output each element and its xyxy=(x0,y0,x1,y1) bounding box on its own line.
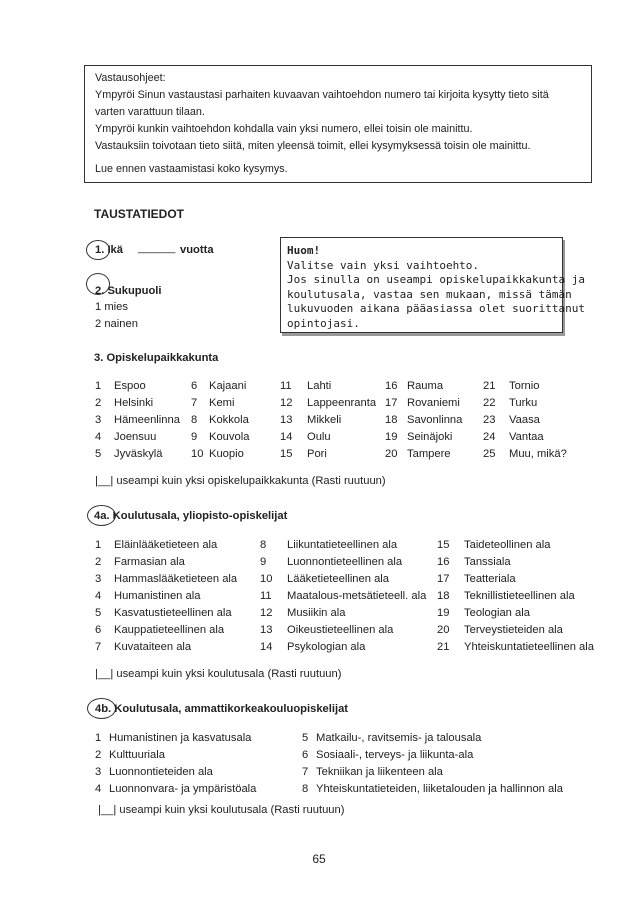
q4a-multi-note[interactable]: |__| useampi kuin yksi koulutusala (Rasti ruutuun) xyxy=(95,668,342,680)
option-number[interactable]: 2 xyxy=(95,555,102,568)
option-label: Yhteiskuntatieteiden, liiketalouden ja hallinnon ala xyxy=(316,782,563,795)
option-label: Turku xyxy=(509,396,538,409)
option-number[interactable]: 12 xyxy=(260,606,273,619)
option-number[interactable]: 16 xyxy=(437,555,450,568)
option-number[interactable]: 6 xyxy=(302,748,309,761)
option-number[interactable]: 1 xyxy=(95,538,102,551)
option-label: Espoo xyxy=(114,379,146,392)
option-number[interactable]: 9 xyxy=(260,555,267,568)
q1-answer-blank[interactable]: ______ xyxy=(138,242,176,254)
option-number[interactable]: 5 xyxy=(95,606,102,619)
option-label: Savonlinna xyxy=(407,413,463,426)
option-number[interactable]: 20 xyxy=(437,623,450,636)
section-title: TAUSTATIEDOT xyxy=(94,207,184,221)
option-row xyxy=(95,428,579,445)
option-number[interactable]: 1 xyxy=(95,379,102,392)
option-label: Mikkeli xyxy=(307,413,342,426)
option-row xyxy=(95,638,604,655)
q2-option[interactable]: 1 mies xyxy=(95,301,128,313)
option-number[interactable]: 7 xyxy=(302,765,309,778)
note-box xyxy=(280,237,586,333)
option-number[interactable]: 1 xyxy=(95,731,102,744)
q4a-options-table xyxy=(95,536,604,655)
option-row xyxy=(95,411,579,428)
note-line: Jos sinulla on useampi opiskelupaikkakunta ja xyxy=(287,273,586,287)
option-label: Matkailu-, ravitsemis- ja talousala xyxy=(316,731,482,744)
q4b-title: 4b. Koulutusala, ammattikorkeakouluopiskelijat xyxy=(95,703,349,715)
option-row xyxy=(95,763,596,780)
option-number[interactable]: 8 xyxy=(302,782,309,795)
option-label: Lääketieteellinen ala xyxy=(287,572,390,585)
instructions-line: Vastausohjeet: xyxy=(95,72,166,84)
q1-label: 1. Ikä xyxy=(95,244,123,256)
option-label: Tekniikan ja liikenteen ala xyxy=(316,765,443,778)
note-line: opintojasi. xyxy=(287,316,360,330)
option-number[interactable]: 10 xyxy=(260,572,273,585)
option-label: Teologian ala xyxy=(464,606,530,619)
option-label: Vaasa xyxy=(509,413,540,426)
page-number: 65 xyxy=(312,852,326,866)
option-number[interactable]: 11 xyxy=(260,589,272,602)
option-label: Kulttuuriala xyxy=(109,748,165,761)
option-number[interactable]: 18 xyxy=(437,589,450,602)
option-label: Kajaani xyxy=(209,379,247,392)
instructions-box xyxy=(84,65,592,183)
instructions-line: varten varattuun tilaan. xyxy=(95,106,205,118)
option-label: Kauppatieteellinen ala xyxy=(114,623,225,636)
note-line: koulutusala, vastaa sen mukaan, missä tämän xyxy=(287,287,572,301)
option-number[interactable]: 18 xyxy=(385,413,398,426)
option-row xyxy=(95,746,596,763)
option-label: Psykologian ala xyxy=(287,640,366,653)
option-number[interactable]: 8 xyxy=(191,413,198,426)
option-number[interactable]: 5 xyxy=(95,447,102,460)
option-number[interactable]: 14 xyxy=(280,430,293,443)
q4b-options-table xyxy=(95,729,596,797)
instructions-line: Ympyröi kunkin vaihtoehdon kohdalla vain yksi numero, ellei toisin ole mainittu. xyxy=(95,123,473,135)
option-row xyxy=(95,604,604,621)
option-row xyxy=(95,570,604,587)
option-label: Farmasian ala xyxy=(114,555,185,568)
note-line: lukuvuoden aikana pääasiassa olet suorittanut xyxy=(287,302,586,316)
option-label: Jyväskylä xyxy=(114,447,163,460)
instructions-line: Vastauksiin toivotaan tieto siitä, miten yleensä toimit, ellei kysymyksessä toisin ole mainittu. xyxy=(95,140,531,152)
option-number[interactable]: 2 xyxy=(95,396,102,409)
option-number[interactable]: 4 xyxy=(95,430,102,443)
option-label: Kuopio xyxy=(209,447,244,460)
option-number[interactable]: 9 xyxy=(191,430,198,443)
option-label: Tampere xyxy=(407,447,451,460)
option-label: Kokkola xyxy=(209,413,249,426)
option-label: Eläinlääketieteen ala xyxy=(114,538,218,551)
option-label: Teatteriala xyxy=(464,572,516,585)
option-row xyxy=(95,377,579,394)
option-label: Terveystieteiden ala xyxy=(464,623,563,636)
option-number[interactable]: 3 xyxy=(95,765,102,778)
option-number[interactable]: 2 xyxy=(95,748,102,761)
option-number[interactable]: 17 xyxy=(385,396,398,409)
option-label: Hämeenlinna xyxy=(114,413,180,426)
option-number[interactable]: 15 xyxy=(280,447,293,460)
option-number[interactable]: 21 xyxy=(483,379,496,392)
option-row xyxy=(95,445,579,462)
option-label: Rauma xyxy=(407,379,444,392)
instructions-line: Lue ennen vastaamistasi koko kysymys. xyxy=(95,163,288,175)
option-number[interactable]: 25 xyxy=(483,447,496,460)
option-number[interactable]: 20 xyxy=(385,447,398,460)
option-label: Seinäjoki xyxy=(407,430,453,443)
option-row xyxy=(95,729,596,746)
option-label: Lappeenranta xyxy=(307,396,377,409)
option-number[interactable]: 12 xyxy=(280,396,293,409)
option-label: Musiikin ala xyxy=(287,606,346,619)
option-number[interactable]: 24 xyxy=(483,430,496,443)
option-label: Yhteiskuntatieteellinen ala xyxy=(464,640,594,653)
option-label: Tanssiala xyxy=(464,555,511,568)
option-number[interactable]: 4 xyxy=(95,782,102,795)
option-number[interactable]: 3 xyxy=(95,413,102,426)
option-number[interactable]: 7 xyxy=(191,396,198,409)
option-label: Vantaa xyxy=(509,430,544,443)
option-number[interactable]: 17 xyxy=(437,572,450,585)
option-number[interactable]: 16 xyxy=(385,379,398,392)
option-label: Luonnontieteellinen ala xyxy=(287,555,403,568)
option-label: Tornio xyxy=(509,379,540,392)
option-number[interactable]: 10 xyxy=(191,447,204,460)
option-label: Taideteollinen ala xyxy=(464,538,551,551)
option-number[interactable]: 14 xyxy=(260,640,273,653)
option-number[interactable]: 8 xyxy=(260,538,267,551)
q3-options-table xyxy=(95,377,579,462)
option-label: Humanistinen ala xyxy=(114,589,201,602)
option-number[interactable]: 23 xyxy=(483,413,496,426)
option-label: Kasvatustieteellinen ala xyxy=(114,606,232,619)
option-label: Lahti xyxy=(307,379,332,392)
option-label: Maatalous-metsätieteell. ala xyxy=(287,589,427,602)
option-row xyxy=(95,536,604,553)
q4b-multi-note[interactable]: |__| useampi kuin yksi koulutusala (Rasti ruutuun) xyxy=(98,804,345,816)
option-number[interactable]: 22 xyxy=(483,396,496,409)
option-number[interactable]: 7 xyxy=(95,640,102,653)
option-number[interactable]: 11 xyxy=(280,379,292,392)
q4a-title: 4a. Koulutusala, yliopisto-opiskelijat xyxy=(94,510,288,522)
q3-multi-note[interactable]: |__| useampi kuin yksi opiskelupaikkakunta (Rasti ruutuun) xyxy=(95,475,386,487)
option-label: Teknillistieteellinen ala xyxy=(464,589,575,602)
option-label: Kuvataiteen ala xyxy=(114,640,192,653)
option-number[interactable]: 4 xyxy=(95,589,102,602)
option-number[interactable]: 5 xyxy=(302,731,309,744)
option-number[interactable]: 13 xyxy=(280,413,293,426)
option-number[interactable]: 19 xyxy=(437,606,450,619)
option-row xyxy=(95,780,596,797)
option-number[interactable]: 3 xyxy=(95,572,102,585)
option-label: Liikuntatieteellinen ala xyxy=(287,538,398,551)
note-line: Valitse vain yksi vaihtoehto. xyxy=(287,258,480,272)
option-label: Luonnonvara- ja ympäristöala xyxy=(109,782,257,795)
option-label: Pori xyxy=(307,447,327,460)
option-number[interactable]: 21 xyxy=(437,640,450,653)
option-label: Rovaniemi xyxy=(407,396,460,409)
option-label: Helsinki xyxy=(114,396,154,409)
option-row xyxy=(95,587,604,604)
instructions-line: Ympyröi Sinun vastaustasi parhaiten kuvaavan vaihtoehdon numero tai kirjoita kysytty tieto sitä xyxy=(95,89,549,101)
q2-label: 2. Sukupuoli xyxy=(95,285,162,297)
option-row xyxy=(95,394,579,411)
option-label: Sosiaali-, terveys- ja liikunta-ala xyxy=(316,748,474,761)
option-label: Joensuu xyxy=(114,430,157,443)
q3-title: 3. Opiskelupaikkakunta xyxy=(94,352,219,364)
option-label: Kouvola xyxy=(209,430,250,443)
option-number[interactable]: 6 xyxy=(95,623,102,636)
option-label: Luonnontieteiden ala xyxy=(109,765,213,778)
option-label: Hammaslääketieteen ala xyxy=(114,572,238,585)
q1-unit: vuotta xyxy=(180,244,214,256)
option-row xyxy=(95,553,604,570)
option-label: Oikeustieteellinen ala xyxy=(287,623,394,636)
option-label: Oulu xyxy=(307,430,331,443)
option-number[interactable]: 13 xyxy=(260,623,273,636)
option-number[interactable]: 15 xyxy=(437,538,450,551)
note-title: Huom! xyxy=(287,244,321,257)
option-label: Kemi xyxy=(209,396,235,409)
q2-option[interactable]: 2 nainen xyxy=(95,318,138,330)
option-number[interactable]: 6 xyxy=(191,379,198,392)
option-label: Muu, mikä? xyxy=(509,447,567,460)
option-label: Humanistinen ja kasvatusala xyxy=(109,731,252,744)
option-number[interactable]: 19 xyxy=(385,430,398,443)
option-row xyxy=(95,621,604,638)
